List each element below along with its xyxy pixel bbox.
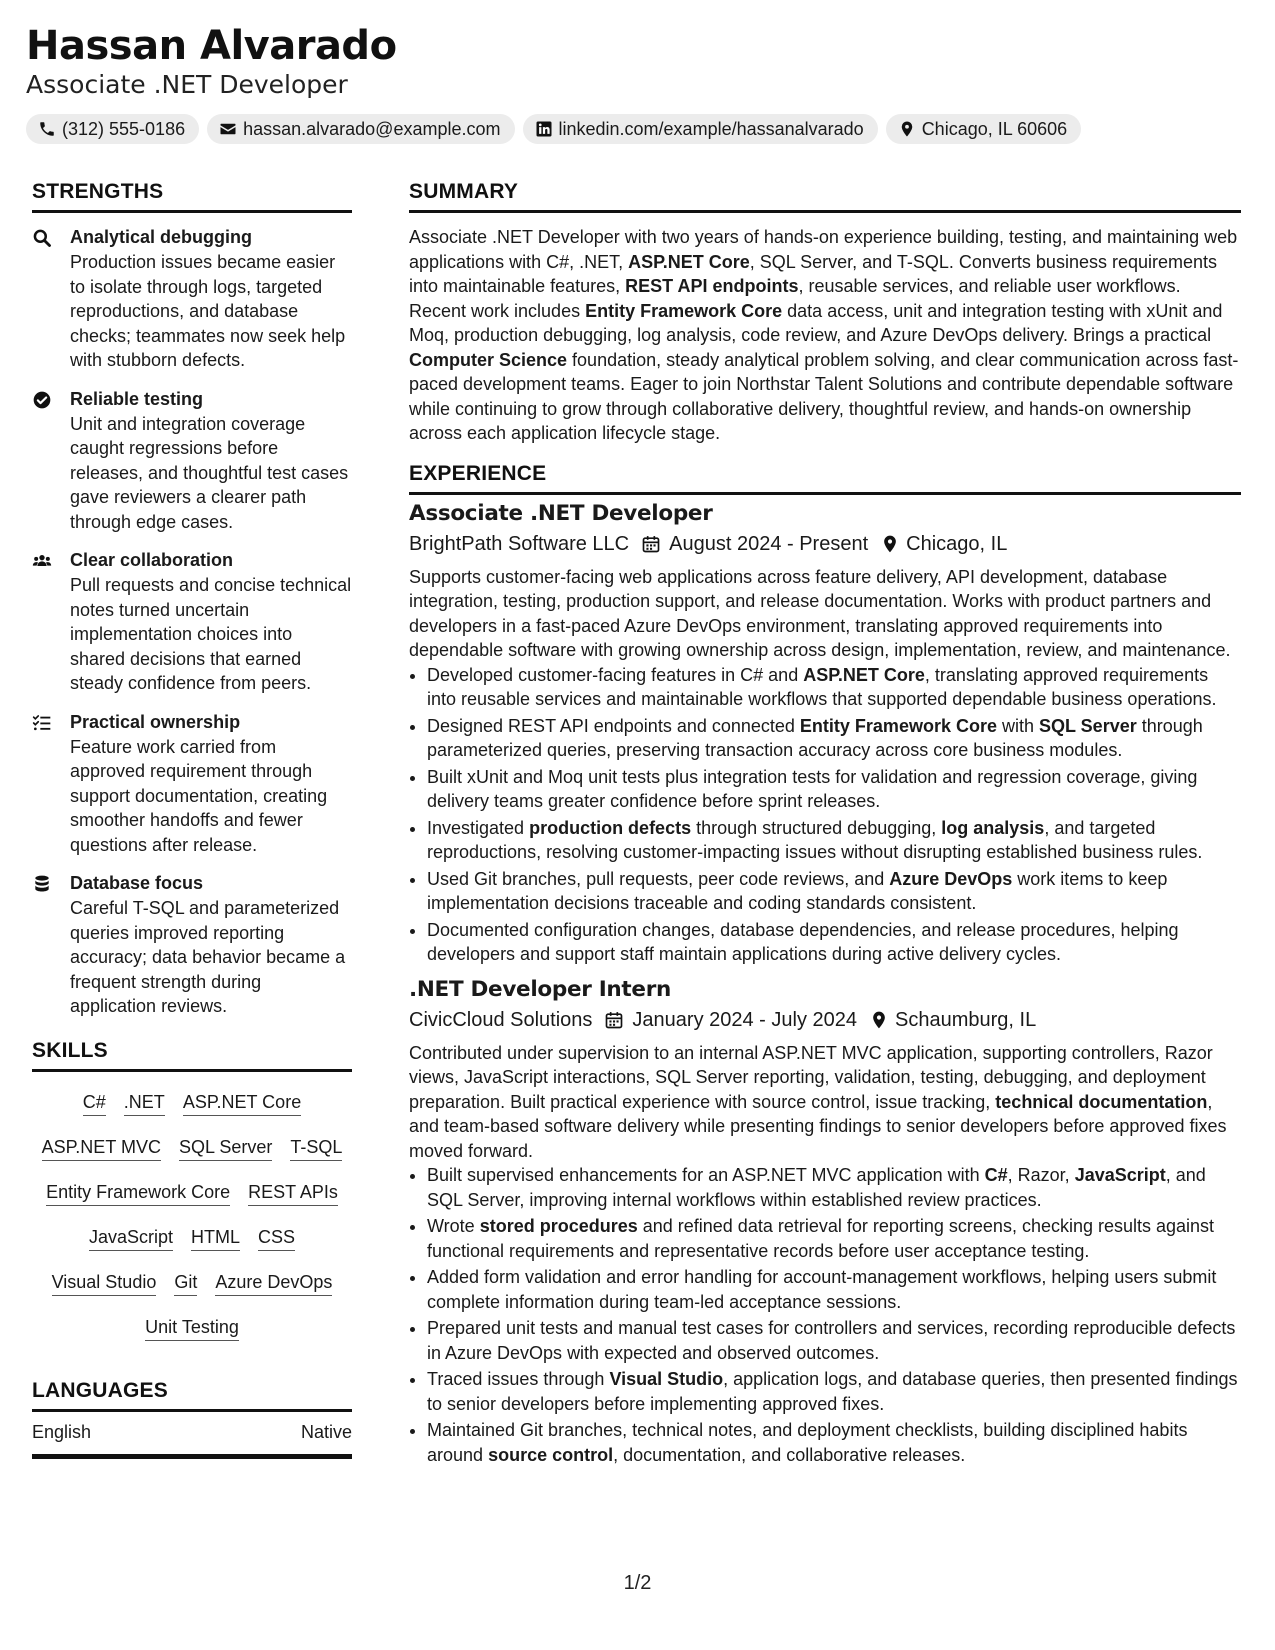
summary-heading: SUMMARY xyxy=(409,174,1241,213)
skills-heading: SKILLS xyxy=(32,1033,352,1072)
bullet-item: • Developed customer-facing features in C# and ASP.NET Core, translating approved requirements into reusable services and maintainable workflows that supported dependable business operations. xyxy=(427,663,1241,712)
bullet-item: • Wrote stored procedures and refined data retrieval for reporting screens, checking results against functional requirements and representative records before user acceptance testing. xyxy=(427,1214,1241,1263)
skill-tag: REST APIs xyxy=(248,1180,338,1206)
bullet-item: • Built xUnit and Moq unit tests plus integration tests for validation and regression coverage, giving delivery teams greater confidence before sprint releases. xyxy=(427,765,1241,814)
strength-desc: Careful T-SQL and parameterized queries improved reporting accuracy; data behavior became a frequent strength during application reviews. xyxy=(70,898,346,1016)
calendar-icon xyxy=(641,534,661,554)
job-title: Associate .NET Developer xyxy=(409,500,713,526)
page-number: 1/2 xyxy=(623,1572,652,1594)
map-pin-icon xyxy=(869,1010,889,1030)
skill-tag: Unit Testing xyxy=(145,1315,239,1341)
job-title: .NET Developer Intern xyxy=(409,976,671,1002)
skill-tag: HTML xyxy=(191,1225,240,1251)
bullet-item: • Prepared unit tests and manual test cases for controllers and services, recording reproducible defects in Azure DevOps with expected and observed outcomes. xyxy=(427,1316,1241,1365)
right-column xyxy=(409,174,1241,1475)
skills-list xyxy=(32,1084,352,1341)
strength-item xyxy=(32,710,352,858)
bullet-item: • Used Git branches, pull requests, peer code reviews, and Azure DevOps work items to keep implementation decisions traceable and coding standards consistent. xyxy=(427,867,1241,916)
job-location: Chicago, IL xyxy=(906,532,1008,555)
bullet-item: • Built supervised enhancements for an ASP.NET MVC application with C#, Razor, JavaScript, and SQL Server, improving internal workflows within established review practices. xyxy=(427,1163,1241,1212)
calendar-icon xyxy=(604,1010,624,1030)
skill-tag: ASP.NET MVC xyxy=(42,1135,161,1161)
job-location: Schaumburg, IL xyxy=(895,1008,1037,1031)
job-description: Contributed under supervision to an internal ASP.NET MVC application, supporting controllers, Razor views, JavaScript interactions, SQL Server reporting, validation, testing, debugging, and deployment preparation. Built practical experience with source control, issue tracking, technical documentation, and team-based software delivery while presenting findings to senior developers before approved fixes moved forward. xyxy=(409,1042,1227,1161)
database-icon xyxy=(32,874,52,894)
skill-tag: .NET xyxy=(124,1090,165,1116)
strengths-list xyxy=(32,225,352,1019)
strength-item xyxy=(32,548,352,696)
candidate-role: Associate .NET Developer xyxy=(26,70,348,99)
strengths-heading: STRENGTHS xyxy=(32,174,352,213)
job-dates: January 2024 - July 2024 xyxy=(632,1008,858,1031)
job-company: CivicCloud Solutions xyxy=(409,1008,593,1031)
strength-title: Analytical debugging xyxy=(70,227,253,247)
job-company: BrightPath Software LLC xyxy=(409,532,630,555)
location-text: Chicago, IL 60606 xyxy=(921,118,1068,139)
map-pin-icon xyxy=(898,120,916,138)
job-bullets xyxy=(409,663,1241,967)
strength-title: Clear collaboration xyxy=(70,550,234,570)
job-meta xyxy=(409,1005,1241,1035)
strength-title: Reliable testing xyxy=(70,388,204,409)
strength-desc: Pull requests and concise technical notes turned uncertain implementation choices into shared decisions that earned steady confidence from peers. xyxy=(70,575,352,693)
phone-text: (312) 555-0186 xyxy=(62,118,186,139)
experience-heading: EXPERIENCE xyxy=(409,456,1241,495)
skill-tag: CSS xyxy=(258,1225,295,1251)
strength-item xyxy=(32,225,352,373)
skill-tag: SQL Server xyxy=(179,1135,272,1161)
strength-desc: Production issues became easier to isolate through logs, targeted reproductions, and database checks; teammates now seek help with stubborn defects. xyxy=(70,252,346,370)
skill-tag: Visual Studio xyxy=(52,1270,157,1296)
skill-tag: JavaScript xyxy=(89,1225,173,1251)
strength-item xyxy=(32,387,352,535)
email-text: hassan.alvarado@example.com xyxy=(243,118,501,139)
skill-tag: T-SQL xyxy=(290,1135,342,1161)
strength-desc: Feature work carried from approved requirement through support documentation, creating smoother handoffs and fewer questions after release. xyxy=(70,736,328,855)
bullet-item: • Traced issues through Visual Studio, application logs, and database queries, then presented findings to senior developers before implementing approved fixes. xyxy=(427,1367,1241,1416)
strength-desc: Unit and integration coverage caught regressions before releases, and thoughtful test cases gave reviewers a clearer path through edge cases. xyxy=(70,413,349,532)
skill-tag: Git xyxy=(174,1270,197,1296)
map-pin-icon xyxy=(880,534,900,554)
bullet-item: • Investigated production defects through structured debugging, log analysis, and targeted reproductions, resolving customer-impacting issues without disrupting established business rules. xyxy=(427,816,1241,865)
envelope-icon xyxy=(219,120,237,138)
languages-heading: LANGUAGES xyxy=(32,1373,352,1412)
bullet-item: • Documented configuration changes, database dependencies, and release procedures, helping developers and support staff maintain applications during active delivery cycles. xyxy=(427,918,1241,967)
strength-item xyxy=(32,871,352,1019)
search-icon xyxy=(32,228,52,248)
bullet-item: • Maintained Git branches, technical notes, and deployment checklists, building disciplined habits around source control, documentation, and collaborative releases. xyxy=(427,1418,1241,1467)
linkedin-chip[interactable] xyxy=(523,114,878,144)
users-icon xyxy=(32,551,52,571)
strength-title: Database focus xyxy=(70,873,204,893)
job-bullets xyxy=(409,1163,1241,1467)
job-meta xyxy=(409,529,1241,559)
job-description: Supports customer-facing web applications across feature delivery, API development, database integration, testing, production support, and release documentation. Works with product partners and developers in a fast-paced Azure DevOps environment, translating approved requirements into dependable software with growing ownership across design, implementation, review, and maintenance. xyxy=(409,566,1231,660)
strength-title: Practical ownership xyxy=(70,711,241,732)
location-chip[interactable] xyxy=(886,114,1081,144)
bullet-item: • Added form validation and error handling for account-management workflows, helping users submit complete information during team-led acceptance sessions. xyxy=(427,1265,1241,1314)
skill-tag: ASP.NET Core xyxy=(183,1090,301,1116)
job-entry xyxy=(409,499,1241,967)
contact-bar xyxy=(26,114,1249,144)
linkedin-icon xyxy=(535,120,553,138)
left-column xyxy=(32,174,352,1459)
check-circle-icon xyxy=(32,390,52,410)
skill-tag: Azure DevOps xyxy=(215,1270,332,1296)
language-name: English xyxy=(32,1421,92,1442)
skill-tag: C# xyxy=(83,1090,106,1116)
job-entry xyxy=(409,975,1241,1468)
linkedin-text: linkedin.com/example/hassanalvarado xyxy=(558,118,864,139)
job-dates: August 2024 - Present xyxy=(669,532,869,555)
summary-text: Associate .NET Developer with two years of hands-on experience building, testing, and maintaining web applications with C#, .NET, ASP.NET Core, SQL Server, and T-SQL. Converts business requirements into maintainable features, REST API endpoints, reusable services, and reliable user workflows. Recent work includes Entity Framework Core data access, unit and integration testing with xUnit and Moq, production debugging, log analysis, code review, and Azure DevOps delivery. Brings a practical Computer Science foundation, steady analytical problem solving, and clear communication across fast-paced development teams. Eager to join Northstar Talent Solutions and contribute dependable software while continuing to grow through collaborative delivery, thoughtful review, and hands-on ownership across each application lifecycle stage. xyxy=(409,227,1239,443)
phone-icon xyxy=(38,120,56,138)
bullet-item: • Designed REST API endpoints and connected Entity Framework Core with SQL Server through parameterized queries, preserving transaction accuracy across core business modules. xyxy=(427,714,1241,763)
language-level: Native xyxy=(300,1421,352,1442)
candidate-name: Hassan Alvarado xyxy=(26,23,397,69)
email-chip[interactable] xyxy=(207,114,514,144)
language-row xyxy=(32,1414,352,1459)
skill-tag: Entity Framework Core xyxy=(46,1180,230,1206)
list-check-icon xyxy=(32,713,52,733)
phone-chip[interactable] xyxy=(26,114,199,144)
header xyxy=(26,22,1249,144)
